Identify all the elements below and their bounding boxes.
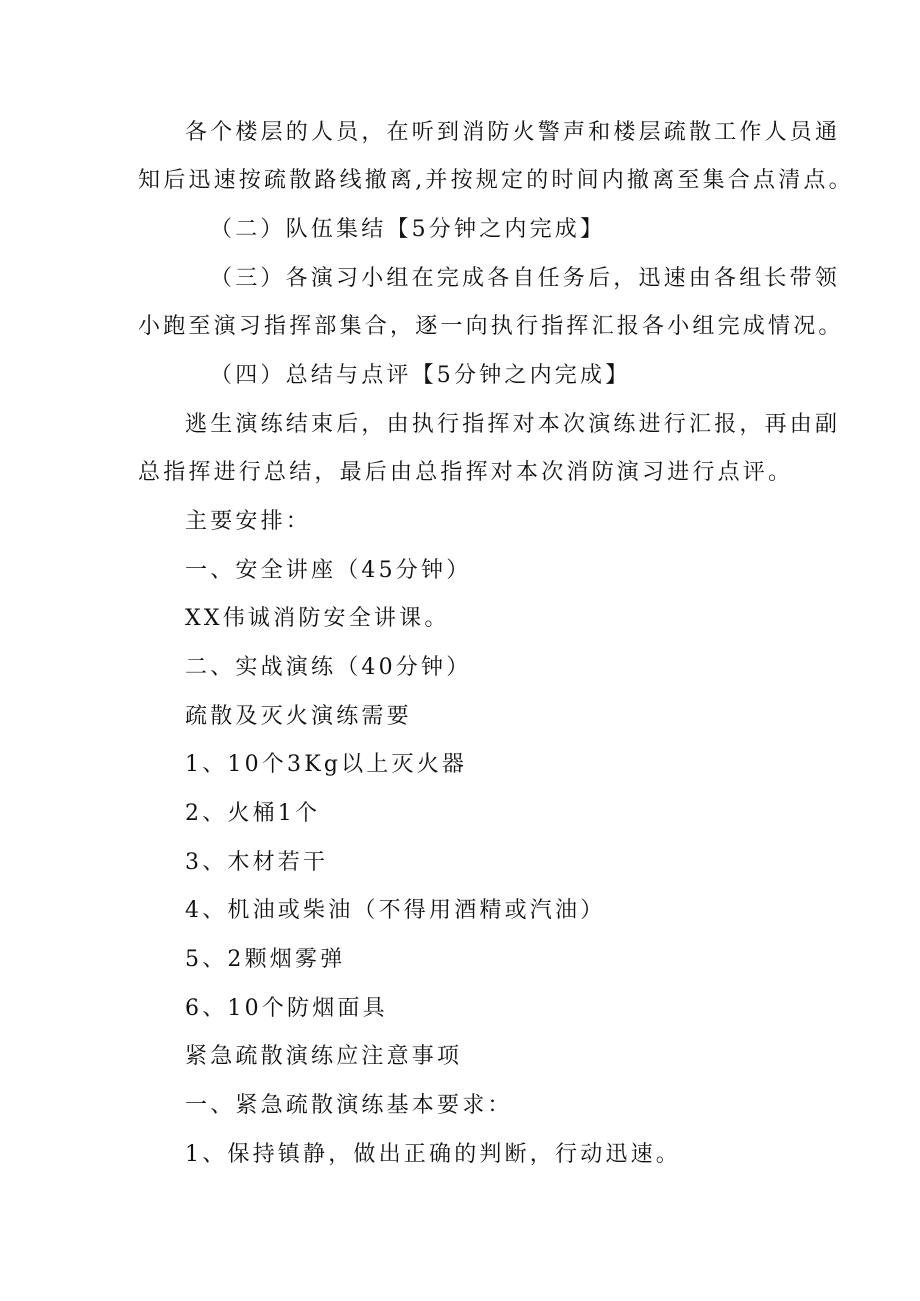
- paragraph-line-8: 总指挥进行总结，最后由总指挥对本次消防演习进行点评。: [138, 460, 794, 485]
- section-heading-2: （二）队伍集结【5分钟之内完成】: [210, 217, 606, 242]
- requirement-item-4: 4、机油或柴油（不得用酒精或汽油）: [185, 898, 606, 923]
- section-heading-4: （四）总结与点评【5分钟之内完成】: [210, 363, 631, 388]
- paragraph-line-5: 小跑至演习指挥部集合，逐一向执行指挥汇报各小组完成情况。: [138, 314, 844, 339]
- drill-requirements-heading: 疏散及灭火演练需要: [185, 704, 412, 729]
- precautions-heading: 紧急疏散演练应注意事项: [185, 1044, 463, 1069]
- arrangement-item-1: 一、安全讲座（45分钟）: [185, 558, 472, 583]
- requirement-item-5: 5、2颗烟雾弹: [185, 947, 346, 972]
- arrangement-item-2: 二、实战演练（40分钟）: [185, 655, 472, 680]
- basic-requirements-heading: 一、紧急疏散演练基本要求：: [185, 1093, 513, 1118]
- main-arrangement-heading: 主要安排：: [185, 509, 312, 534]
- requirement-item-1: 1、10个3Kg以上灭火器: [185, 752, 468, 777]
- requirement-item-3: 3、木材若干: [185, 850, 329, 875]
- paragraph-line-1: 各个楼层的人员，在听到消防火警声和楼层疏散工作人员通: [185, 120, 841, 145]
- requirement-item-2: 2、火桶1个: [185, 801, 321, 826]
- paragraph-line-7: 逃生演练结束后，由执行指挥对本次演练进行汇报，再由副: [185, 412, 841, 437]
- requirement-item-6: 6、10个防烟面具: [185, 996, 388, 1021]
- arrangement-item-1-detail: XX伟诚消防安全讲课。: [185, 606, 450, 631]
- section-heading-3: （三）各演习小组在完成各自任务后，迅速由各组长带领: [210, 266, 841, 291]
- paragraph-line-2: 知后迅速按疏散路线撤离,并按规定的时间内撤离至集合点清点。: [138, 168, 854, 193]
- basic-requirement-item-1: 1、保持镇静，做出正确的判断，行动迅速。: [185, 1142, 681, 1167]
